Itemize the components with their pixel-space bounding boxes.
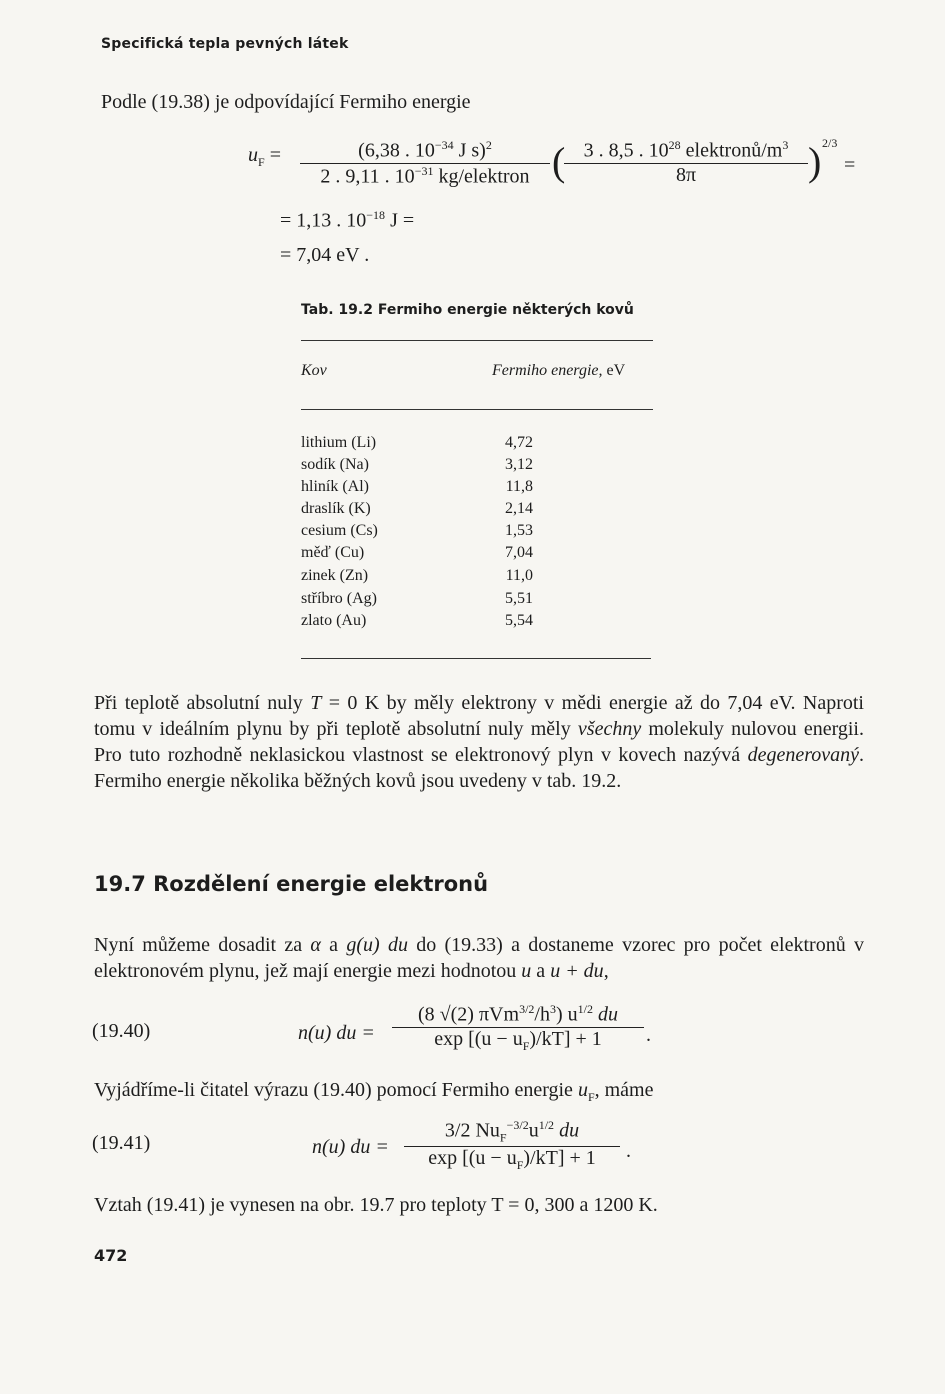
table-row: stříbro (Ag) 5,51 <box>301 590 533 607</box>
equation-number-1940: (19.40) <box>92 1020 151 1042</box>
table-caption: Tab. 19.2 Fermiho energie některých kovů <box>301 302 634 318</box>
table-row: měď (Cu) 7,04 <box>301 544 533 561</box>
paragraph-figure-reference: Vztah (19.41) je vynesen na obr. 19.7 pro teploty T = 0, 300 a 1200 K. <box>94 1194 658 1216</box>
left-paren: ( <box>552 139 566 184</box>
running-head: Specifická tepla pevných látek <box>101 36 349 52</box>
eq-line-2: = 1,13 . $10^{-18}$ J = <box>280 208 415 232</box>
equation-number-1941: (19.41) <box>92 1132 151 1154</box>
eq-frac1-numerator: (6,38 . $10^{-34}$ J s)$^2$ <box>300 138 550 164</box>
eq1941-denominator: $\exp [(u - u_F)/kT] + 1$ <box>428 1146 596 1172</box>
table-row: zinek (Zn) 11,0 <box>301 567 533 584</box>
eq-tail-equals: = <box>844 154 856 176</box>
table-rule-bottom <box>301 658 651 659</box>
table-row: cesium (Cs) 1,53 <box>301 522 533 539</box>
table-row: zlato (Au) 5,54 <box>301 612 533 629</box>
eq-line-3: = 7,04 eV . <box>280 244 370 266</box>
fermi-energy-equation <box>248 138 868 198</box>
table-row: sodík (Na) 3,12 <box>301 456 533 473</box>
paragraph-substitution: Nyní můžeme dosadit za α a g(u) du do (19.33) a dostaneme vzorec pro počet elektronů v elektronovém plynu, jež mají energie mezi hodnotou u a u + du, <box>94 934 864 982</box>
table-row: lithium (Li) 4,72 <box>301 434 533 451</box>
intro-text: Podle (19.38) je odpovídající Fermiho energie <box>101 91 471 113</box>
paragraph-degenerate-gas: Při teplotě absolutní nuly T = 0 K by měly elektrony v mědi energie až do 7,04 eV. Naproti tomu v ideálním plynu by při teplotě absolutní nuly měly všechny molekuly nulovou energii. Pro tuto rozhodně neklasickou vlastnost se elektronový plyn v kovech nazývá degenerovaný. Fermiho energie několika běžných kovů jsou uvedeny v tab. 19.2. <box>94 692 864 792</box>
right-paren: ) <box>808 139 822 184</box>
eq-equals: = <box>269 144 281 166</box>
eq-lhs: u <box>248 144 258 166</box>
table-row: draslík (K) 2,14 <box>301 500 533 517</box>
table-header-energy: Fermiho energie, eV <box>492 362 626 379</box>
eq1941-numerator: 3/2 $Nu_F^{-3/2}u^{1/2}$ du <box>404 1118 620 1147</box>
eq-frac2-denominator: 8π <box>675 163 697 186</box>
eq1941-period: . <box>626 1140 631 1162</box>
table-rule-mid <box>301 409 653 410</box>
section-heading: 19.7 Rozdělení energie elektronů <box>94 872 489 896</box>
eq-frac1-denominator: 2 . 9,11 . $10^{-31}$ kg/elektron <box>320 163 530 188</box>
eq1941-lhs: n(u) du = <box>312 1136 389 1158</box>
table-header-metal: Kov <box>301 362 327 379</box>
page-number: 472 <box>94 1246 128 1265</box>
paragraph-numerator: Vyjádříme-li čitatel výrazu (19.40) pomocí Fermiho energie $u_F$, máme <box>94 1079 654 1104</box>
eq1940-numerator: (8 √(2) $\pi Vm^{3/2}/h^3$) $u^{1/2}$ du <box>392 1002 644 1028</box>
eq1940-lhs: n(u) du = <box>298 1022 375 1044</box>
eq1940-fraction <box>392 1002 644 1054</box>
eq1940-period: . <box>646 1024 651 1046</box>
eq1941-fraction <box>404 1118 620 1173</box>
eq1940-denominator: $\exp [(u - u_F)/kT] + 1$ <box>434 1027 602 1053</box>
eq-frac2-numerator: 3 . 8,5 . $10^{28}$ elektronů/$m^3$ <box>564 138 808 164</box>
table-row: hliník (Al) 11,8 <box>301 478 533 495</box>
eq-lhs-sub: F <box>258 155 265 169</box>
outer-exponent: 2/3 <box>822 136 838 150</box>
table-rule-top <box>301 340 653 341</box>
